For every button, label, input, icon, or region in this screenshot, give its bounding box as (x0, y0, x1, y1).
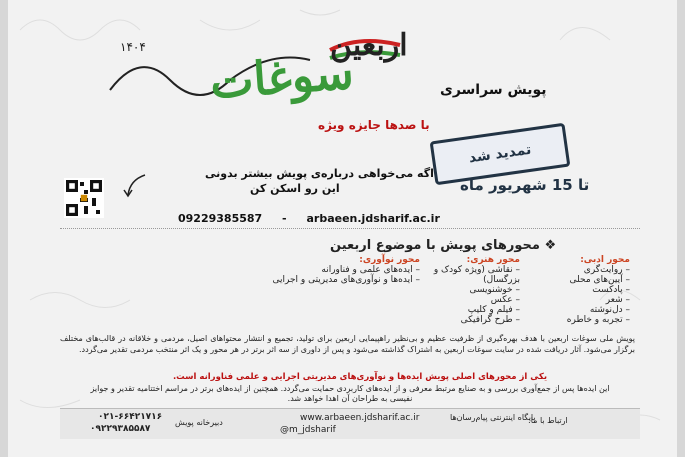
axis-literary-label: محور ادبی: (580, 255, 630, 265)
website-link[interactable]: arbaeen.jdsharif.ac.ir (306, 212, 440, 225)
list-item: – دل‌نوشته (589, 305, 630, 315)
prize-text: با صدها جایزه ویژه (318, 118, 430, 132)
footer-website-link[interactable]: www.arbaeen.jdsharif.ac.ir (300, 413, 420, 423)
footer-site-label: پایگاه اینترنتی پیام‌رسان‌ها (450, 413, 536, 422)
axis-art-label: محور هنری: (466, 255, 520, 265)
arrow-icon (120, 170, 150, 200)
list-item: – خوشنویسی (469, 285, 520, 295)
footer-secretariat-label: دبیرخانه پویش (175, 418, 223, 427)
phone-number: 09229385587 (178, 212, 263, 225)
list-item: – فیلم و کلیپ (467, 305, 520, 315)
qr-code-icon[interactable] (64, 178, 104, 218)
description-text-2: این ایده‌ها پس از جمع‌آوری بررسی و به صنایع مرتبط معرفی و از ایده‌های کاربردی حمایت می‌گردد. همچنین از ایده‌های برتر در مراسم اختتامیه تقدیر و جوایز نفیسی به طراحان آن اهدا خواهد شد. (90, 384, 610, 403)
list-item: – شعر (605, 295, 630, 305)
year-label: ۱۴۰۴ (120, 40, 146, 54)
footer-contact-label: ارتباط با ما: (528, 416, 568, 425)
calligraphy-sogat: سوغات (208, 45, 356, 109)
left-edge (0, 0, 8, 457)
scan-info-line1: اگه می‌خواهی درباره‌ی پویش بیشتر بدونی (205, 167, 434, 180)
axis-innovation (250, 255, 420, 285)
extended-stamp: تمدید شد (430, 123, 571, 185)
list-item: – روایت‌گری (583, 265, 630, 275)
scan-info-line2: این رو اسکن کن (250, 182, 340, 195)
description-text: پویش ملی سوغات اربعین با هدف بهره‌گیری از ظرفیت عظیم و بی‌نظیر راهپیمایی اربعین برای تولید، تجمیع و انتشار محتواهای اصیل، مردمی و خلاقانه در قالب‌های مختلف برگزار می‌شود. آثار دریافت شده در سایت سوغات اربعین به اشتراک گذاشته می‌شود و پس از داوری از سه اثر برتر در هر محور و یک اثر منتخب مردمی تقدیر می‌گردد. (60, 334, 635, 354)
title-sarasari: پویش سراسری (440, 82, 547, 98)
list-item: – آیین‌های محلی (569, 275, 630, 285)
list-item: – ایده‌های علمی و فناورانه (321, 265, 420, 275)
list-item: – طرح گرافیکی (460, 315, 520, 325)
list-item: – تجربه و خاطره (566, 315, 630, 325)
footer-phone-2[interactable]: ۰۹۲۲۹۳۸۵۵۸۷ (90, 424, 151, 434)
axis-innovation-label: محور نوآوری: (359, 255, 420, 265)
right-edge (677, 0, 685, 457)
list-item: – پادکست (592, 285, 630, 295)
highlight-text: یکی از محورهای اصلی پویش ایده‌ها و نوآوری‌های مدیریتی اجرایی و علمی فناورانه است. (172, 372, 548, 382)
calligraphy-arbaeen: اربعین (330, 28, 408, 63)
axes-title: ❖ محورهای پویش با موضوع اربعین (330, 238, 557, 253)
contact-row: 09229385587 - arbaeen.jdsharif.ac.ir (178, 212, 440, 225)
deadline-text: تا 15 شهریور ماه (460, 176, 590, 194)
footer-phone-1[interactable]: ۰۲۱-۶۶۴۲۱۷۱۶ (98, 412, 163, 422)
axis-art (420, 255, 520, 325)
footer-handle-link[interactable]: @m_jdsharif (280, 425, 336, 435)
bullet-icon: ❖ (544, 238, 557, 253)
axis-literary (520, 255, 630, 325)
list-item: – ایده‌ها و نوآوری‌های مدیریتی و اجرایی (272, 275, 420, 285)
list-item: – نقاشی (ویژه کودک و بزرگسال) (433, 265, 520, 285)
divider (60, 228, 640, 229)
list-item: – عکس (490, 295, 520, 305)
